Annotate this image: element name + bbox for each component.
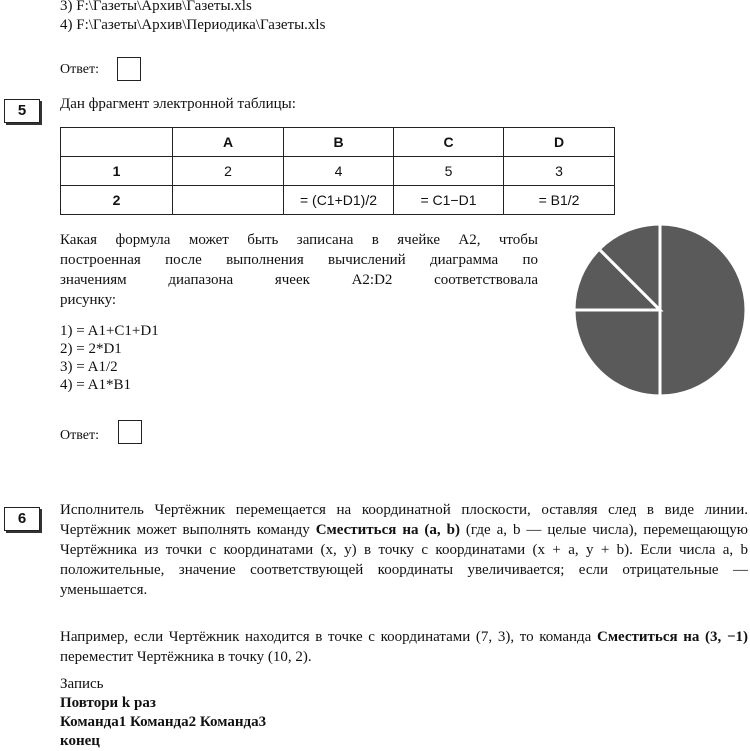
table-row: [61, 157, 615, 186]
prev-option-3: 3) F:\Газеты\Архив\Газеты.xls: [60, 0, 252, 14]
table-cell: [173, 186, 284, 215]
task5-intro: Дан фрагмент электронной таблицы:: [60, 96, 296, 112]
command-name: Сместиться на (3, −1): [596, 629, 748, 645]
option-2: 2) = 2*D1: [60, 341, 122, 357]
text-span: (где a, b — целые числа), перемещающую Чертёжника из точки с координатами (x, y) в точку с координатами (x + a, y + b). Если числа a, b положительные, значение соответствующей координаты увеличивается; если отрицательные — уменьшается.: [60, 522, 748, 598]
end-line: конец: [60, 733, 100, 749]
table-cell: = B1/2: [504, 186, 615, 215]
text-span: Исполнитель Чертёжник перемещается на координатной плоскости, оставляя след в виде линии. Чертёжник может выполнять команду: [60, 502, 748, 538]
question-line: построенная после выполнения вычислений диаграмма по: [60, 252, 538, 268]
table-header-cell: C: [394, 128, 504, 157]
table-header-cell: A: [173, 128, 284, 157]
answer-box[interactable]: [118, 420, 142, 444]
record-label: Запись: [60, 676, 104, 692]
answer-box[interactable]: [117, 57, 141, 81]
table-header-row: [61, 128, 615, 157]
table-cell: 4: [284, 157, 394, 186]
task6-paragraph-1: [60, 500, 748, 600]
commands-line: Команда1 Команда2 Команда3: [60, 714, 267, 730]
text-span: Например, если Чертёжник находится в точке с координатами (7, 3), то команда: [60, 629, 597, 645]
table-cell: 2: [61, 186, 173, 215]
option-3: 3) = A1/2: [60, 359, 118, 375]
pie-slice: [574, 310, 660, 396]
task6-paragraph-2: [60, 627, 748, 667]
table-cell: 1: [61, 157, 173, 186]
option-1: 1) = A1+C1+D1: [60, 323, 159, 339]
table-cell: 3: [504, 157, 615, 186]
option-4: 4) = A1*B1: [60, 377, 131, 393]
table-header-cell: D: [504, 128, 615, 157]
table-cell: 2: [173, 157, 284, 186]
table-header-cell: [61, 128, 173, 157]
question-line: рисунку:: [60, 292, 117, 308]
task-number-6: 6: [4, 507, 40, 531]
table-cell: 5: [394, 157, 504, 186]
table-header-cell: B: [284, 128, 394, 157]
prev-option-4: 4) F:\Газеты\Архив\Периодика\Газеты.xls: [60, 17, 326, 33]
task5-options: [60, 322, 159, 394]
answer-label: Ответ:: [60, 62, 99, 77]
question-line: значениям диапазона ячеек A2:D2 соответствовала: [60, 272, 538, 288]
spreadsheet-table: [60, 127, 615, 215]
question-line: Какая формула может быть записана в ячейке A2, чтобы: [60, 232, 538, 248]
command-name: Сместиться на (a, b): [315, 522, 460, 538]
table-cell: = C1−D1: [394, 186, 504, 215]
answer-label: Ответ:: [60, 428, 99, 443]
pie-slice: [660, 224, 746, 396]
task5-question: [60, 230, 538, 310]
task-number-5: 5: [4, 99, 40, 123]
table-cell: = (C1+D1)/2: [284, 186, 394, 215]
repeat-line: Повтори k раз: [60, 695, 156, 711]
pie-chart: [570, 220, 750, 400]
text-span: переместит Чертёжника в точку (10, 2).: [60, 649, 312, 665]
table-row: [61, 186, 615, 215]
